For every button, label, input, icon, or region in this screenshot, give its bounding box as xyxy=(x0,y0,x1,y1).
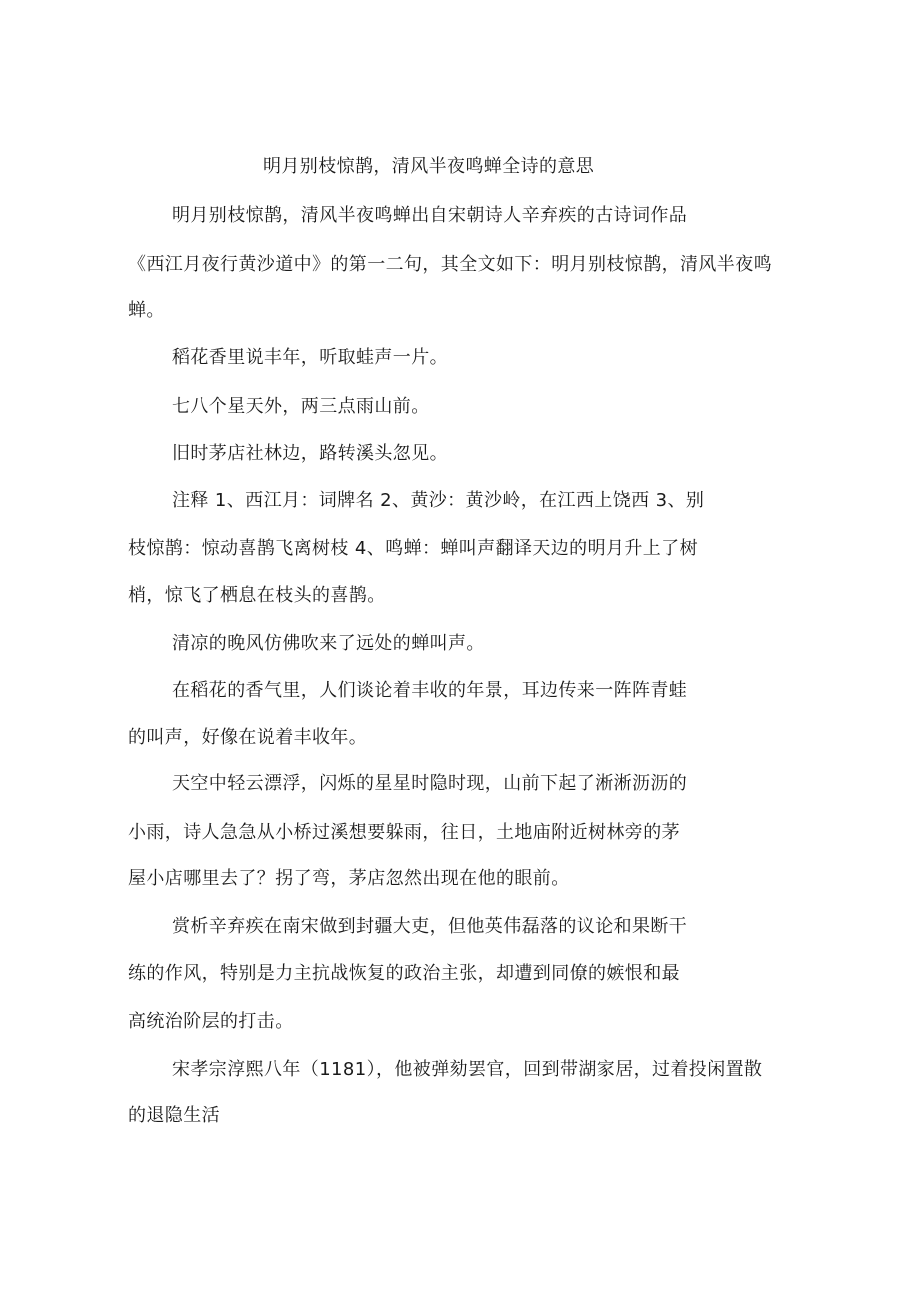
paragraph-line: 赏析辛弃疾在南宋做到封疆大吏，但他英伟磊落的议论和果断干 xyxy=(172,916,688,937)
paragraph-line: 枝惊鹊：惊动喜鹊飞离树枝 4、鸣蝉：蝉叫声翻译天边的明月升上了树 xyxy=(128,538,698,559)
paragraph-line: 旧时茅店社林边，路转溪头忽见。 xyxy=(172,443,448,464)
paragraph-line: 明月别枝惊鹊，清风半夜鸣蝉出自宋朝诗人辛弃疾的古诗词作品 xyxy=(172,205,688,226)
paragraph-line: 的叫声，好像在说着丰收年。 xyxy=(128,727,368,748)
paragraph-line: 屋小店哪里去了？拐了弯，茅店忽然出现在他的眼前。 xyxy=(128,868,570,889)
paragraph-line: 小雨，诗人急急从小桥过溪想要躲雨，往日，土地庙附近树林旁的茅 xyxy=(128,822,680,843)
paragraph-line: 清凉的晚风仿佛吹来了远处的蝉叫声。 xyxy=(172,633,485,654)
paragraph-line: 稻花香里说丰年，听取蛙声一片。 xyxy=(172,347,448,368)
paragraph-line: 高统治阶层的打击。 xyxy=(128,1011,294,1032)
paragraph-line: 的退隐生活 xyxy=(128,1105,220,1126)
paragraph-line: 宋孝宗淳熙八年（1181），他被弹劾罢官，回到带湖家居，过着投闲置散 xyxy=(172,1059,763,1080)
paragraph-line: 天空中轻云漂浮，闪烁的星星时隐时现，山前下起了淅淅沥沥的 xyxy=(172,773,688,794)
paragraph-line: 注释 1、西江月：词牌名 2、黄沙：黄沙岭，在江西上饶西 3、别 xyxy=(172,490,705,511)
paragraph-line: 《西江月夜行黄沙道中》的第一二句，其全文如下：明月别枝惊鹊，清风半夜鸣 xyxy=(128,254,772,275)
paragraph-line: 七八个星天外，两三点雨山前。 xyxy=(172,396,430,417)
paragraph-line: 蝉。 xyxy=(128,300,165,321)
paragraph-line: 练的作风，特别是力主抗战恢复的政治主张，却遭到同僚的嫉恨和最 xyxy=(128,963,680,984)
paragraph-line: 梢，惊飞了栖息在枝头的喜鹊。 xyxy=(128,585,386,606)
document-title: 明月别枝惊鹊，清风半夜鸣蝉全诗的意思 xyxy=(263,156,595,177)
paragraph-line: 在稻花的香气里，人们谈论着丰收的年景，耳边传来一阵阵青蛙 xyxy=(172,680,688,701)
